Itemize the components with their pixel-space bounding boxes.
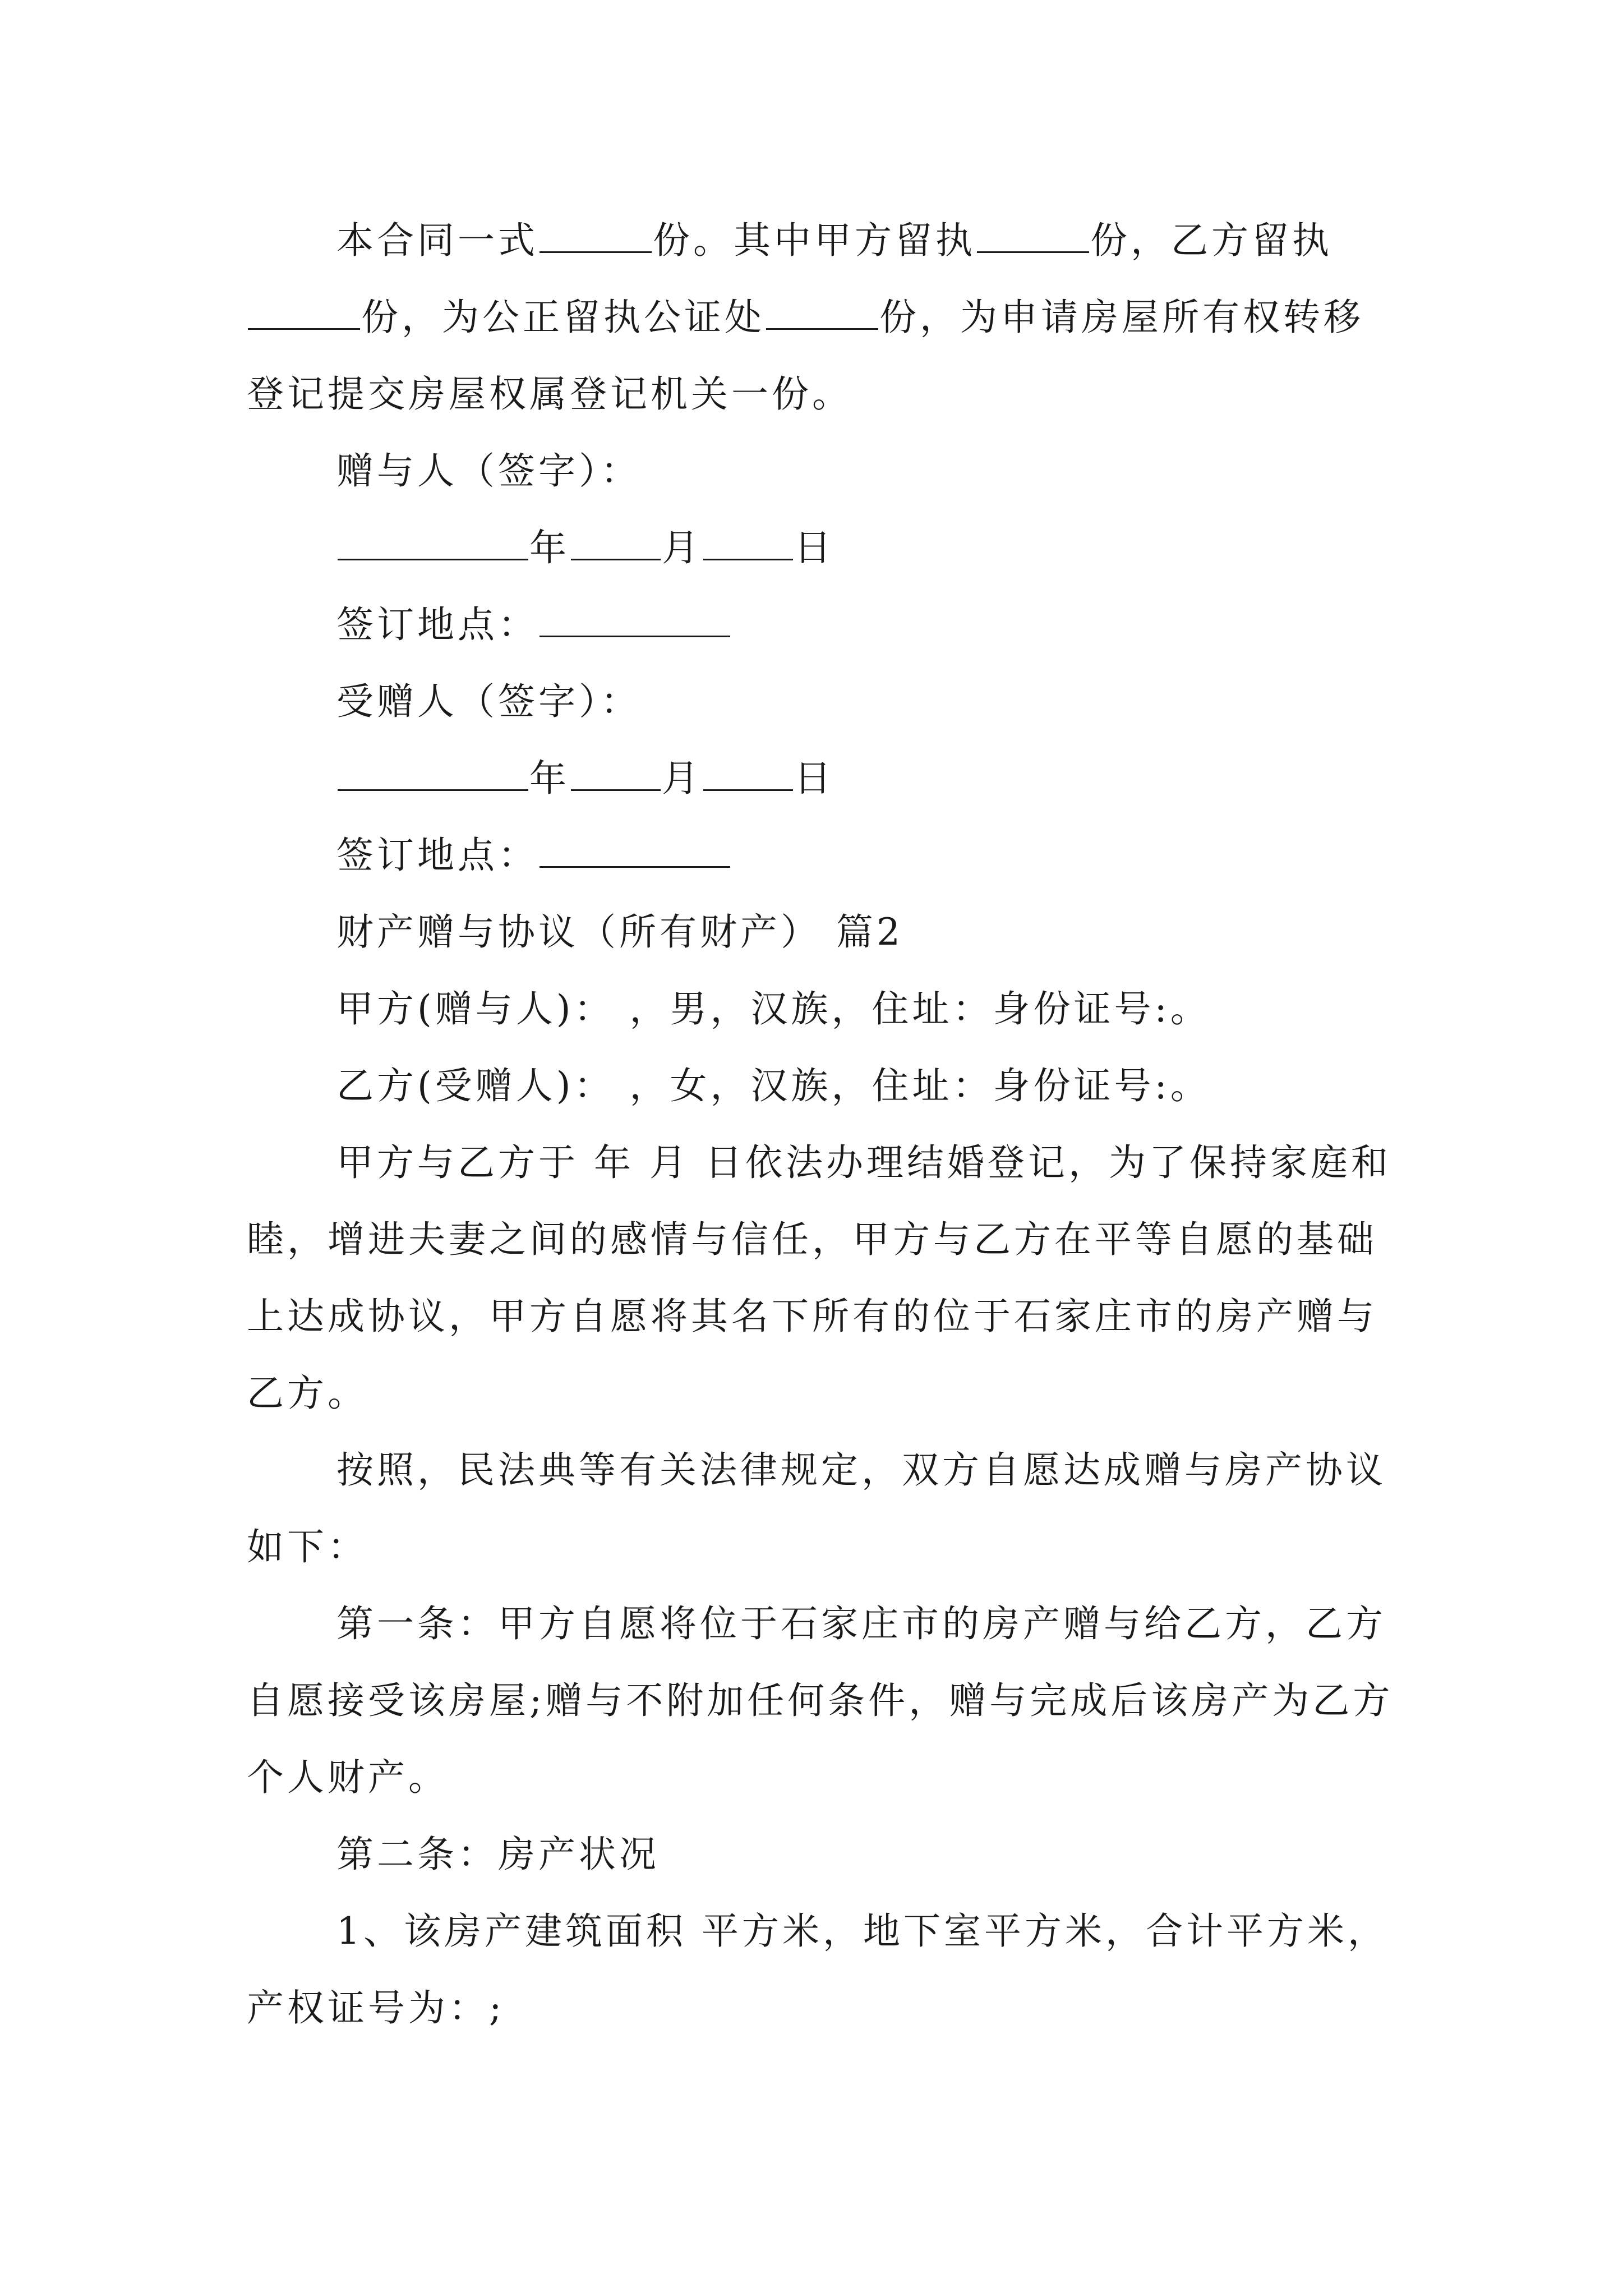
section-title: 财产赠与协议（所有财产） 篇2 [336,910,903,954]
blank-line [703,754,793,791]
month-label: 月 [662,757,702,800]
copies-text-1: 本合同一式 [336,219,538,262]
blank-line [540,831,730,868]
copies-text-4: 份，为公正留执公证处 [361,296,765,339]
copies-text-2: 份。其中甲方留执 [653,219,976,262]
blank-line [540,601,730,637]
donee-signature-line: 受赠人（签字）： [336,680,641,723]
party-b-line: 乙方(受赠人)： ，女，汉族，住址：身份证号:。 [336,1064,1211,1107]
article-1: 第一条：甲方自愿将位于石家庄市的房产赠与给乙方，乙方自愿接受该房屋;赠与不附加任何条件，赠与完成后该房产为乙方个人财产。 [247,1602,1394,1799]
marriage-paragraph: 甲方与乙方于 年 月 日依法办理结婚登记，为了保持家庭和睦，增进夫妻之间的感情与信任，甲方与乙方在平等自愿的基础上达成协议，甲方自愿将其名下所有的位于石家庄市的房产赠与乙方。 [247,1141,1391,1415]
article-2: 第二条：房产状况 [336,1833,660,1876]
copies-paragraph [247,202,1396,432]
blank-line [571,754,661,791]
blank-line [766,293,878,330]
month-label: 月 [662,526,702,569]
donor-date-line [247,509,1396,586]
blank-line [338,754,528,791]
blank-line [338,524,528,560]
place-label: 签订地点： [336,603,538,646]
donor-signature-line: 赠与人（签字）： [336,449,641,493]
copies-text-5: 份，为申请房屋所有权转移登记提交房屋权属登记机关一份。 [247,296,1364,416]
donor-place-line [247,586,1396,663]
blank-line [977,217,1089,253]
donee-date-line [247,740,1396,817]
law-paragraph: 按照，民法典等有关法律规定，双方自愿达成赠与房产协议如下： [247,1448,1386,1568]
donee-place-line [247,817,1396,894]
blank-line [248,293,360,330]
party-a-line: 甲方(赠与人)： ，男，汉族，住址：身份证号:。 [336,987,1211,1030]
copies-text-3: 份，乙方留执 [1090,219,1332,262]
blank-line [540,217,652,253]
day-label: 日 [794,526,834,569]
year-label: 年 [529,526,570,569]
article-2-item-1: 1、该房产建筑面积 平方米，地下室平方米，合计平方米，产权证号为：; [247,1910,1388,2030]
blank-line [571,524,661,560]
blank-line [703,524,793,560]
day-label: 日 [794,757,834,800]
document-body [247,202,1396,2046]
year-label: 年 [529,757,570,800]
place-label: 签订地点： [336,834,538,877]
